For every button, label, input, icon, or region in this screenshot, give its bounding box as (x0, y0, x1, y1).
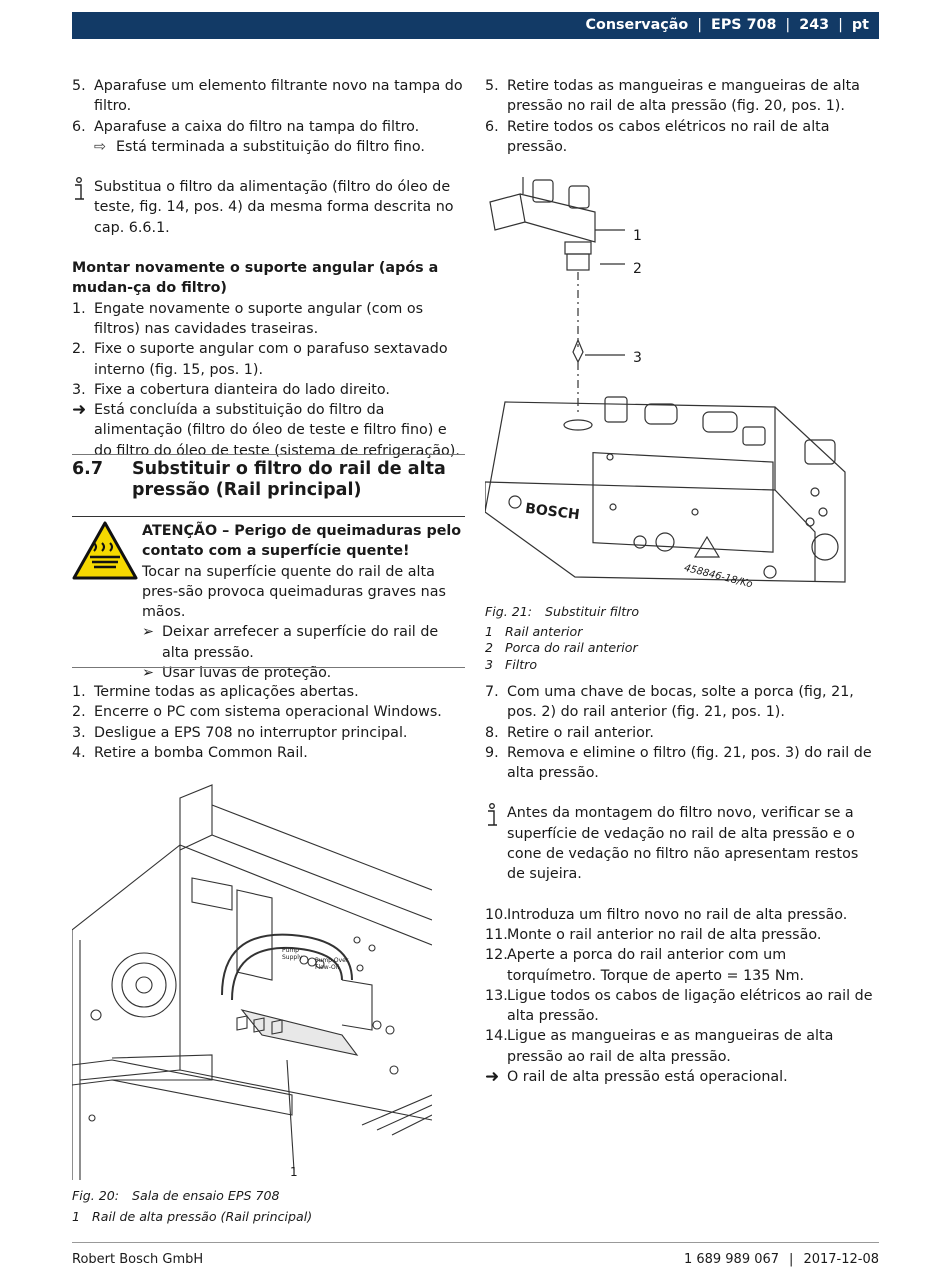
result-arrow-icon: ⇨ (94, 138, 106, 155)
list-item: 4. Retire a bomba Common Rail. (72, 744, 308, 761)
list-item: 10. Introduza um filtro novo no rail de alta pressão. (485, 906, 848, 923)
steps-list-right (485, 682, 879, 1087)
fig20-caption: Fig. 20: Sala de ensaio EPS 708 1 Rail de alta pressão (Rail principal) (72, 1188, 313, 1224)
list-item: 1. Engate novamente o suporte angular (com os filtros) nas cavidades traseiras. (72, 300, 424, 337)
fig21-label-3: 3 (633, 350, 642, 366)
list-item: ➢ Usar luvas de proteção. (142, 663, 465, 683)
right-column (485, 76, 879, 157)
bullet-arrow-icon: ➢ (142, 665, 154, 682)
bullet-arrow-icon: ➢ (142, 624, 154, 641)
warning-top-rule (72, 516, 465, 517)
warning-text: Tocar na superfície quente do rail de alta pres-são provoca queimaduras graves nas mãos. (142, 563, 446, 621)
section-rule (72, 454, 465, 455)
info-note: Substitua o filtro da alimentação (filtro do óleo de teste, fig. 14, pos. 4) da mesma forma descrita no cap. 6.6.1. (72, 177, 465, 238)
warning-box (72, 521, 465, 683)
fig21-label-2: 2 (633, 261, 642, 277)
subheading: Montar novamente o suporte angular (após a mudan-ça do filtro) (72, 260, 439, 297)
hot-surface-warning-icon (72, 521, 142, 683)
page-header: Conservação | EPS 708 | 243 | pt (72, 12, 879, 39)
warning-title: ATENÇÃO – Perigo de queimaduras pelo contato com a superfície quente! (142, 523, 462, 560)
list-item: 3. Desligue a EPS 708 no interruptor principal. (72, 724, 408, 741)
fig21-caption: Fig. 21: Substituir filtro 1 Rail anterior 2 Porca do rail anterior 3 Filtro (485, 604, 640, 672)
list-item: 6. Retire todos os cabos elétricos no rail de alta pressão. (485, 118, 830, 155)
header-language: pt (851, 17, 869, 33)
footer-date: 2017-12-08 (803, 1252, 879, 1267)
info-icon (72, 177, 94, 238)
result-arrow-icon: ➜ (72, 400, 87, 421)
header-page-number: 243 (799, 17, 830, 33)
section-heading (72, 459, 465, 501)
header-product: EPS 708 (711, 17, 777, 33)
list-item: ➢ Deixar arrefecer a superfície do rail de alta pressão. (142, 622, 465, 663)
list-item: 2. Fixe o suporte angular com o parafuso sextavado interno (fig. 15, pos. 1). (72, 341, 448, 378)
final-result: ➜ O rail de alta pressão está operacional. (485, 1067, 788, 1088)
fig20-position-label: 1 (290, 1165, 298, 1179)
result-line: ⇨ Está terminada a substituição do filtro fino. (72, 137, 465, 157)
header-section: Conservação (585, 17, 689, 33)
list-item: 3. Fixe a cobertura dianteira do lado direito. (72, 381, 390, 398)
footer-rule (72, 1242, 879, 1243)
steps-list (72, 682, 465, 763)
list-item: 6. Aparafuse a caixa do filtro na tampa do filtro. (72, 118, 420, 135)
drawing-code: 458846-18/Ko (682, 562, 754, 591)
result-arrow-icon: ➜ (485, 1067, 500, 1088)
list-item: 14. Ligue as mangueiras e as mangueiras de alta pressão ao rail de alta pressão. (485, 1028, 834, 1065)
list-item: 7. Com uma chave de bocas, solte a porca (fig, 21, pos. 2) do rail anterior (fig. 21, pos. 1). (485, 684, 854, 721)
list-item: 11. Monte o rail anterior no rail de alta pressão. (485, 926, 822, 943)
footer-docinfo: 1 689 989 067 | 2017-12-08 (683, 1252, 879, 1267)
footer-company: Robert Bosch GmbH (72, 1252, 204, 1267)
fig20-illustration (72, 780, 432, 1185)
list-item: 8. Retire o rail anterior. (485, 724, 654, 741)
list-item: 2. Encerre o PC com sistema operacional Windows. (72, 704, 442, 721)
section-number: 6.7 (72, 459, 104, 479)
list-item: 5. Retire todas as mangueiras e mangueiras de alta pressão no rail de alta pressão (fig. 20, pos. 1). (485, 78, 860, 115)
pump-supply-label: Pump Supply (282, 947, 303, 961)
list-item: 1. Termine todas as aplicações abertas. (72, 684, 359, 700)
final-result: ➜ Está concluída a substituição do filtro da alimentação (filtro do óleo de teste e filtro fino) e do filtro do óleo de teste (sistema de refrigeração). (72, 400, 465, 461)
list-item: 12. Aperte a porca do rail anterior com um torquímetro. Torque de aperto = 135 Nm. (485, 947, 805, 984)
footer-docnum: 1 689 989 067 (683, 1252, 780, 1267)
info-note: Antes da montagem do filtro novo, verificar se a superfície de vedação no rail de alta pressão e o cone de vedação no filtro não apresentam restos de sujeira. (485, 803, 879, 884)
fig21-illustration (485, 172, 865, 592)
list-item: 9. Remova e elimine o filtro (fig. 21, pos. 3) do rail de alta pressão. (485, 744, 872, 782)
pump-overflow-label: Pump Over Flow-Oil (315, 957, 349, 971)
list-item: 13. Ligue todos os cabos de ligação elétricos ao rail de alta pressão. (485, 987, 873, 1025)
list-item: 5. Aparafuse um elemento filtrante novo na tampa do filtro. (72, 78, 463, 115)
warning-bottom-rule (72, 667, 465, 668)
left-column (72, 76, 465, 461)
bosch-brand-label: BOSCH (524, 500, 581, 524)
info-icon (485, 803, 507, 884)
fig21-label-1: 1 (633, 228, 642, 244)
section-title: Substituir o filtro do rail de alta pressão (Rail principal) (132, 459, 446, 500)
